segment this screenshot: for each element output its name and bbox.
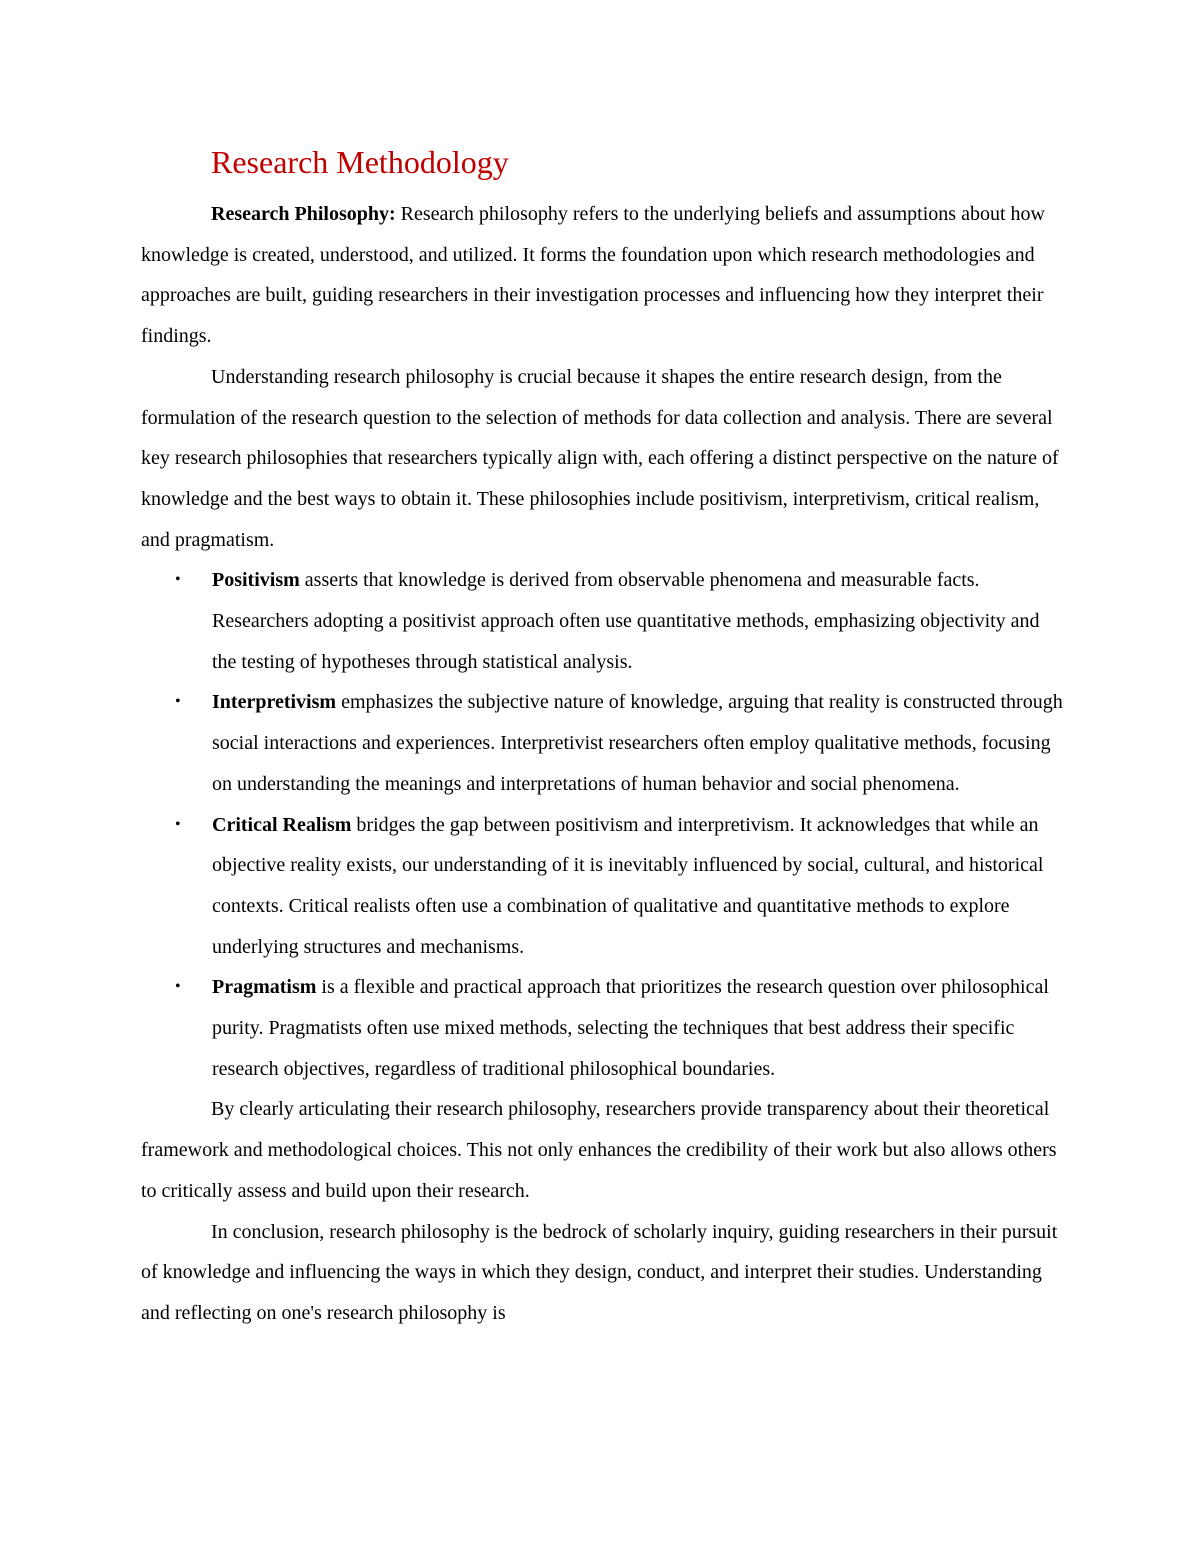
list-item-text: asserts that knowledge is derived from observable phenomena and measurable facts. Researchers adopting a positivist approach often use quantitative methods, emphasizing objectivity and the testing of hypotheses through statistical analysis. [212,569,1040,673]
intro-term: Research Philosophy: [211,203,396,225]
intro-paragraph [141,194,1066,357]
paragraph-transparency: By clearly articulating their research philosophy, researchers provide transparency about their theoretical framework and methodological choices. This not only enhances the credibility of their work but also allows others to critically assess and build upon their research. [141,1098,1057,1202]
list-item-pragmatism [141,967,1066,1089]
bullet-icon: • [175,978,181,996]
list-item-critical-realism [141,805,1066,968]
document-body [141,140,1066,1334]
list-item-interpretivism [141,682,1066,804]
list-item-text: is a flexible and practical approach that prioritizes the research question over philosophical purity. Pragmatists often use mixed methods, selecting the techniques that best address their specific research objectives, regardless of traditional philosophical boundaries. [212,976,1049,1080]
list-item-term: Interpretivism [212,691,337,714]
paragraph-research-design: Understanding research philosophy is crucial because it shapes the entire research design, from the formulation of the research question to the selection of methods for data collection and analysis. There are several key research philosophies that researchers typically align with, each offering a distinct perspective on the nature of knowledge and the best ways to obtain it. These philosophies include positivism, interpretivism, critical realism, and pragmatism. [141,365,1059,551]
intro-text: Research philosophy refers to the underlying beliefs and assumptions about how knowledge is created, understood, and utilized. It forms the foundation upon which research methodologies and approaches are built, guiding researchers in their investigation processes and influencing how they interpret their findings. [141,203,1045,348]
list-item-positivism [141,560,1066,682]
bullet-icon: • [175,571,181,589]
document-title: Research Methodology [211,144,509,180]
bullet-icon: • [175,815,181,833]
list-item-text: emphasizes the subjective nature of knowledge, arguing that reality is constructed through social interactions and experiences. Interpretivist researchers often employ qualitative methods, focusing on understanding the meanings and interpretations of human behavior and social phenomena. [212,691,1063,795]
philosophies-list [141,560,1066,1089]
list-item-term: Critical Realism [212,813,352,836]
bullet-icon: • [175,693,181,711]
list-item-text: bridges the gap between positivism and interpretivism. It acknowledges that while an objective reality exists, our understanding of it is inevitably influenced by social, cultural, and historical contexts. Critical realists often use a combination of qualitative and quantitative methods to explore underlying structures and mechanisms. [212,813,1044,958]
list-item-term: Positivism [212,569,300,592]
list-item-term: Pragmatism [212,976,317,999]
paragraph-conclusion: In conclusion, research philosophy is the bedrock of scholarly inquiry, guiding researchers in their pursuit of knowledge and influencing the ways in which they design, conduct, and interpret their studies. Understanding and reflecting on one's research philosophy is [141,1220,1058,1324]
